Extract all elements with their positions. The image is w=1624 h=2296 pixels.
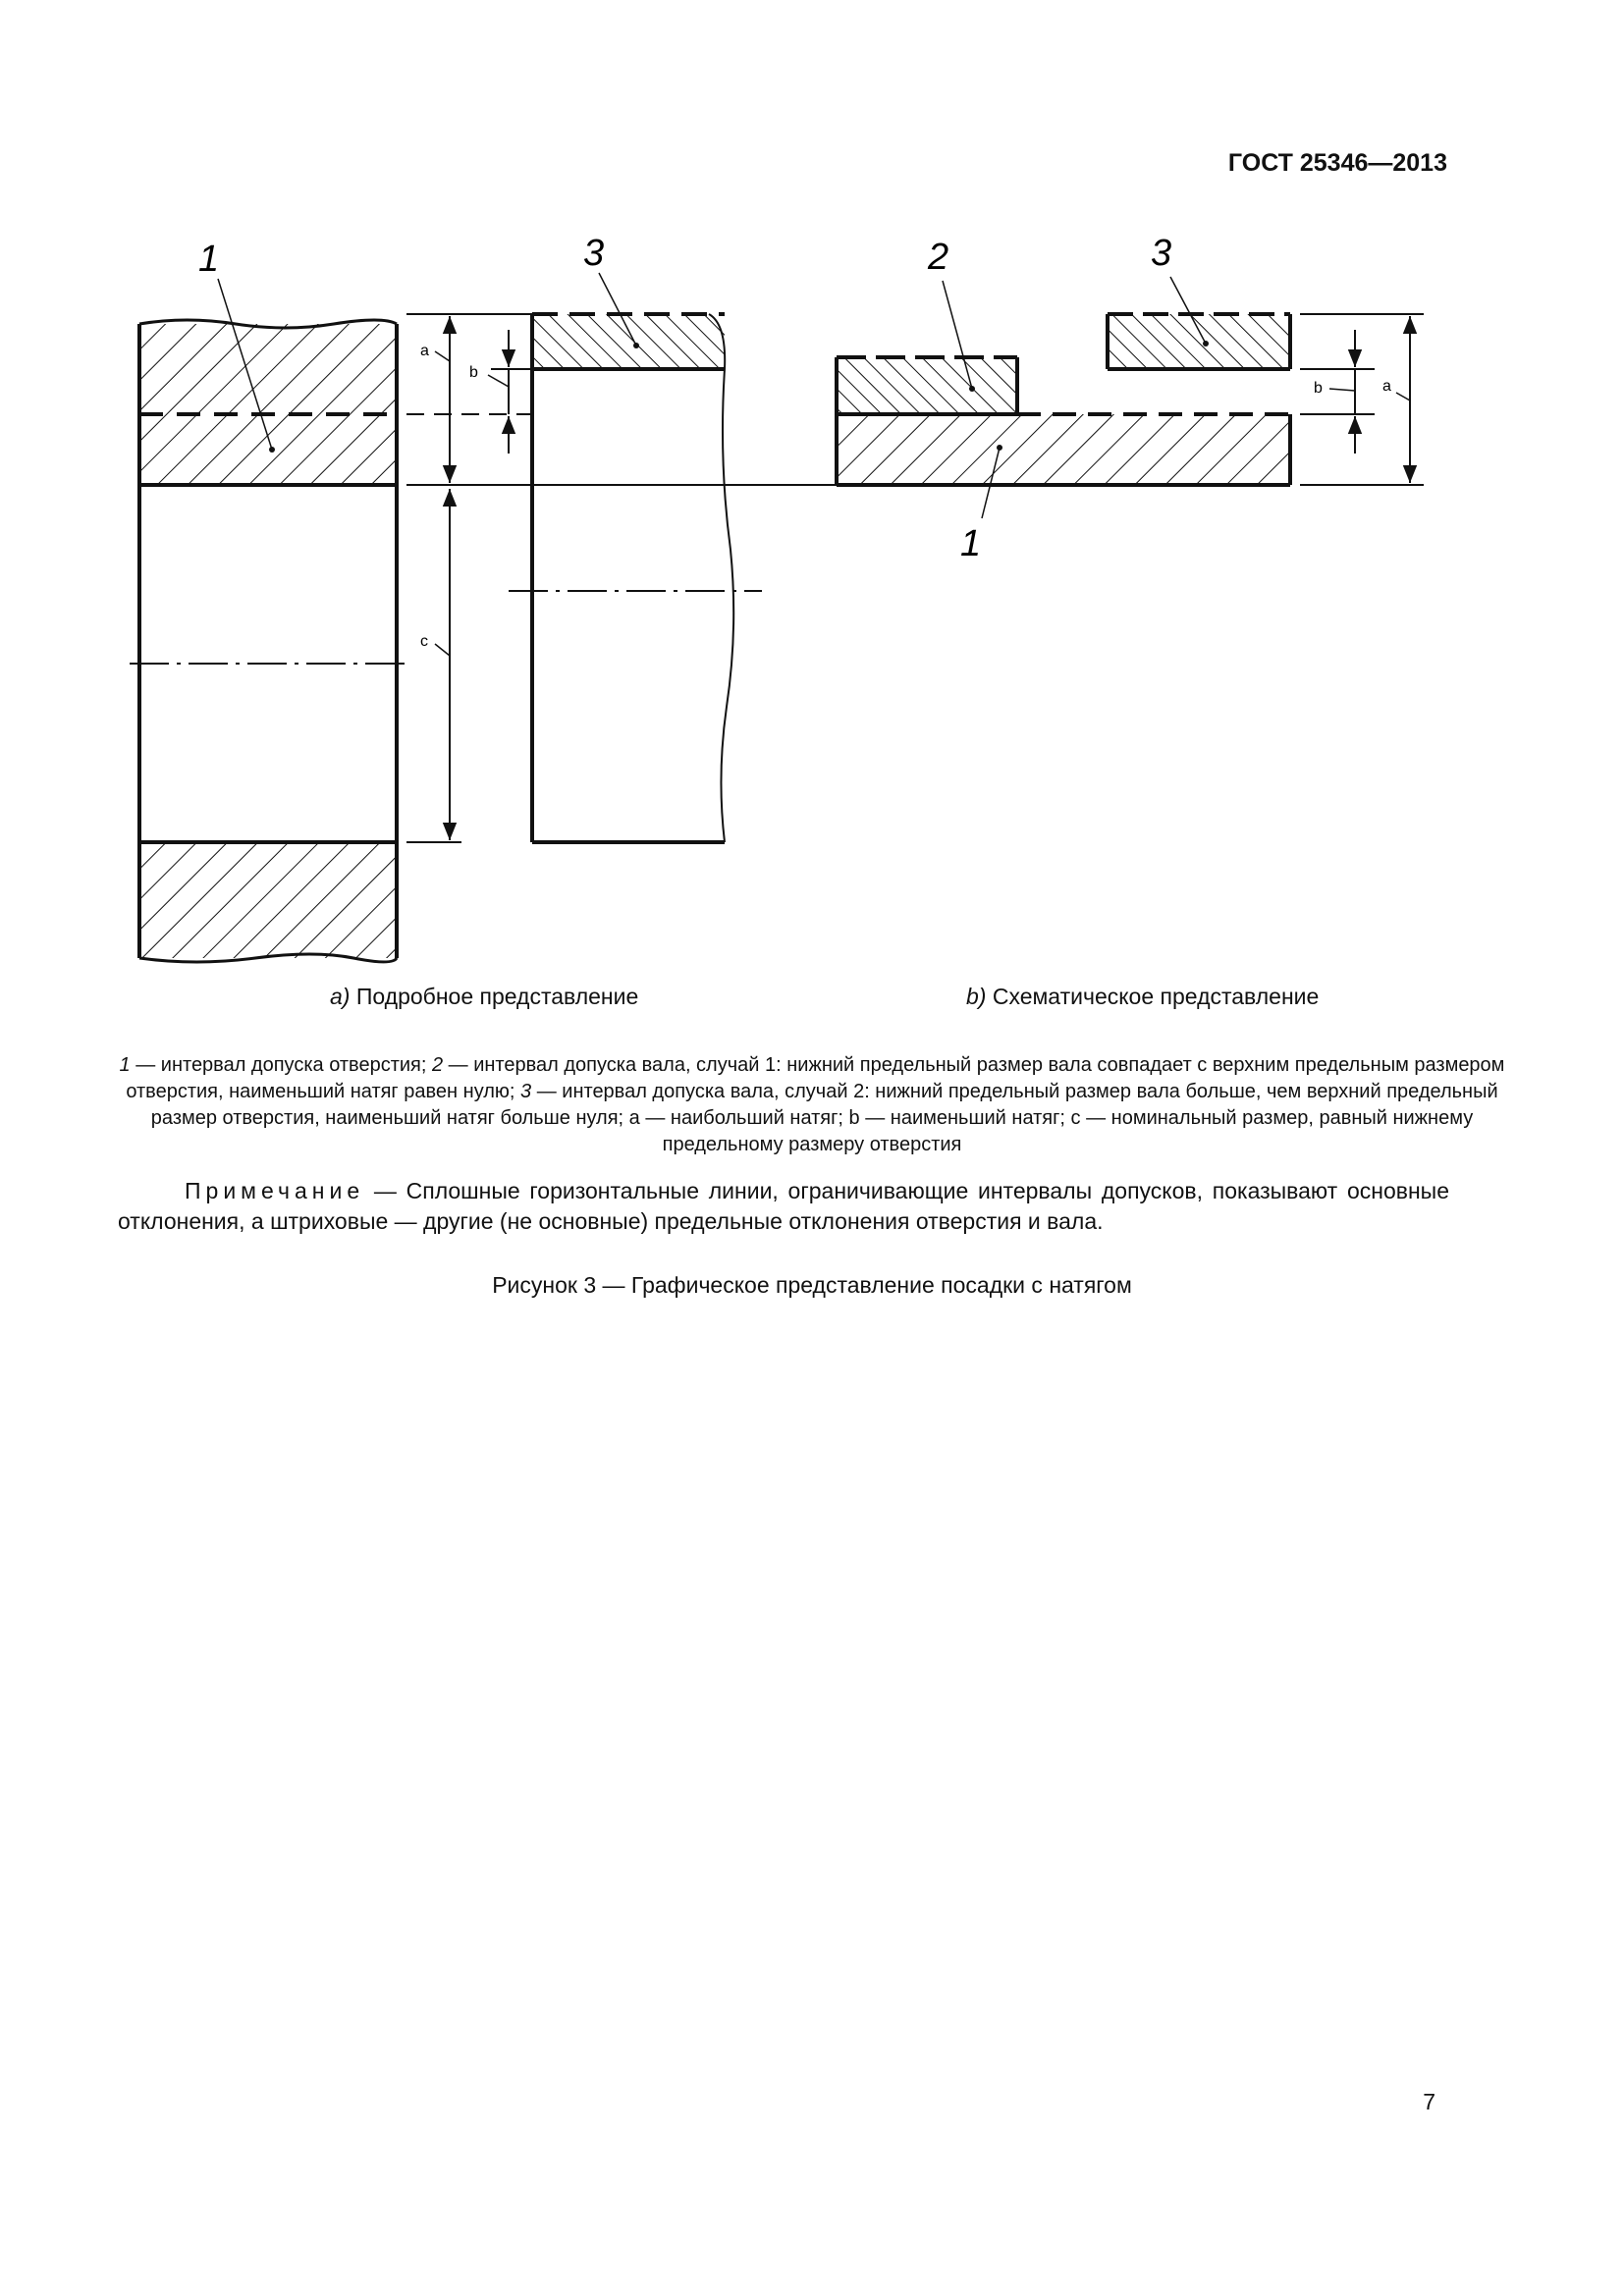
callout-1-schematic: 1 [960,523,982,564]
caption-detailed [330,984,638,1010]
dim-label-b-detailed: b [469,364,478,381]
callout-3-detailed: 3 [583,233,605,274]
reference-lines [406,314,837,842]
figure-note [118,1176,1449,1237]
figure-legend [118,1052,1506,1158]
caption-a-text: Подробное представление [350,984,639,1009]
dim-label-a-detailed: a [420,343,429,359]
fit-diagram [0,0,1624,982]
legend-t3: — интервал допуска вала, случай 2: нижний предельный размер вала больше, чем верхний предельный размер отверстия, наименьший натяг больше нуля; a — наибольший натяг; b — наименьший натяг; c — номинальный размер, равный нижнему предельному размеру отверстия [150,1081,1498,1155]
legend-n2: 2 [431,1054,444,1076]
legend-n1: 1 [119,1054,131,1076]
schematic-shaft-case1 [837,357,1017,414]
detailed-dimensions [420,316,509,840]
dim-label-a-schematic: a [1382,378,1391,395]
note-text: — Сплошные горизонтальные линии, ограничивающие интервалы допусков, показывают основные отклонения, а штриховые — другие (не основные) предельные отклонения отверстия и вала. [118,1178,1449,1234]
figure-title: Рисунок 3 — Графическое представление посадки с натягом [492,1272,1132,1298]
callout-3-schematic: 3 [1151,233,1172,274]
caption-schematic [966,984,1319,1010]
legend-t1: — интервал допуска отверстия; [130,1054,432,1076]
caption-a-prefix: a) [330,984,351,1009]
document-header: ГОСТ 25346—2013 [1227,149,1447,177]
schematic-hole-zone [837,414,1290,485]
dim-label-b-schematic: b [1314,380,1323,397]
schematic-shaft-case2 [1108,314,1290,369]
callout-2-schematic: 2 [928,237,949,278]
detailed-hole-part [130,320,412,962]
caption-b-prefix: b) [966,984,987,1009]
schematic-dimensions [1300,314,1424,485]
detailed-shaft-part [509,314,762,842]
note-label: Примечание [185,1178,365,1203]
caption-b-text: Схематическое представление [986,984,1320,1009]
legend-n3: 3 [520,1081,532,1102]
legend-t2: — интервал допуска вала, случай 1: нижний предельный размер вала совпадает с верхним предельным размером отверстия, наименьший натяг равен нулю; [126,1054,1505,1102]
dim-label-c-detailed: c [420,633,428,650]
callout-1-detailed: 1 [198,239,220,280]
page-number: 7 [1423,2089,1435,2114]
